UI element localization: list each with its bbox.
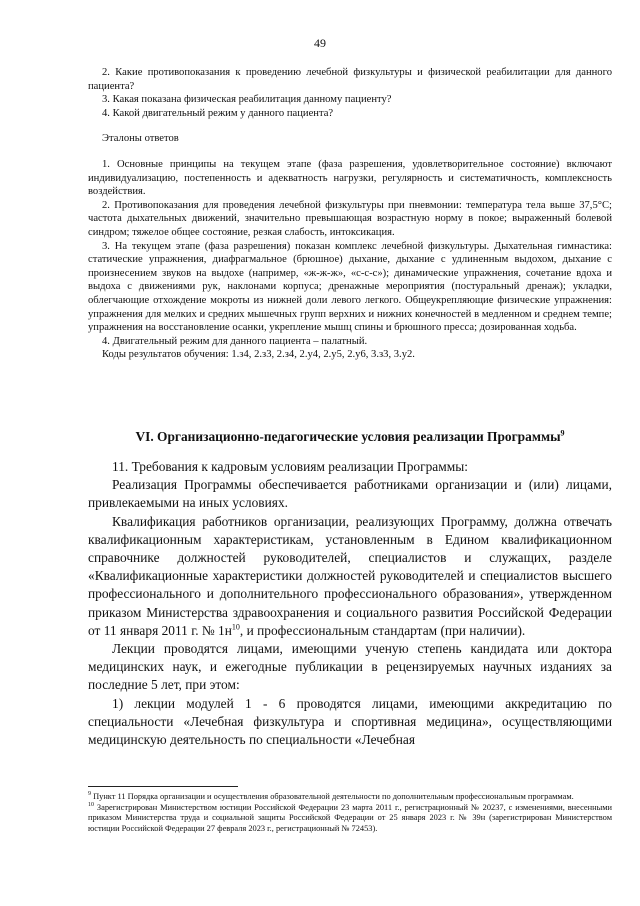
qualification-text-end: , и профессиональным стандартам (при наличии). bbox=[239, 622, 526, 638]
staff-requirements: 11. Требования к кадровым условиям реализации Программы: bbox=[112, 459, 468, 474]
footnote-9-text: Пункт 11 Порядка организации и осуществления образовательной деятельности по дополнительным профессиональным программам. bbox=[93, 792, 574, 801]
answer-4: 4. Двигательный режим для данного пациента – палатный. bbox=[102, 335, 368, 347]
answers-heading: Эталоны ответов bbox=[102, 133, 179, 145]
section-body bbox=[88, 458, 612, 749]
section-title bbox=[88, 428, 612, 445]
lectures-item-1: 1) лекции модулей 1 - 6 проводятся лицами, имеющими аккредитацию по специальности «Лечебная физкультура и спортивная медицина», осуществляющими медицинскую деятельность по специальности «Лечебная bbox=[88, 695, 612, 748]
result-codes: Коды результатов обучения: 1.з4, 2.з3, 2.з4, 2.у4, 2.у5, 2.у6, 3.з3, 3.у2. bbox=[102, 349, 415, 361]
question-2: 2. Какие противопоказания к проведению лечебной физкультуры и физической реабилитации для данного пациента? bbox=[88, 67, 612, 92]
footnote-divider bbox=[88, 786, 238, 787]
lectures-paragraph: Лекции проводятся лицами, имеющими ученую степень кандидата или доктора медицинских наук, и ежегодные публикации в рецензируемых научных изданиях за последние 5 лет, при этом: bbox=[88, 641, 612, 693]
staff-paragraph: Реализация Программы обеспечивается работниками организации и (или) лицами, привлекаемыми на иных условиях. bbox=[88, 477, 612, 511]
footnote-10-mark: 10 bbox=[88, 801, 94, 808]
footnotes bbox=[88, 792, 612, 834]
section-title-text: VI. Организационно-педагогические условия реализации Программы bbox=[135, 429, 561, 444]
footnote-10 bbox=[88, 803, 612, 835]
answer-1: 1. Основные принципы на текущем этапе (фаза разрешения, удовлетворительное состояние) включают индивидуализацию, постепенность и адекватность нагрузки, регулярность и систематичность, комплексность воздействия. bbox=[88, 158, 612, 198]
footnote-9 bbox=[88, 792, 612, 803]
page-number: 49 bbox=[314, 36, 326, 50]
footnote-9-mark: 9 bbox=[88, 791, 91, 798]
qualification-paragraph bbox=[88, 513, 612, 640]
question-4: 4. Какой двигательный режим у данного пациента? bbox=[102, 107, 334, 119]
qualification-text: Квалификация работников организации, реализующих Программу, должна отвечать квалификационным характеристикам, установленным в Едином квалификационном справочнике должностей руководителей, специалистов и служащих, разделе «Квалификационные характеристики должностей руководителей и специалистов высшего профессионального и дополнительного профессионального образования», утвержденном приказом Министерства здравоохранения и социального развития Российской Федерации от 11 января 2011 г. № 1н bbox=[88, 513, 612, 638]
footnote-10-text: Зарегистрирован Министерством юстиции Российской Федерации 23 марта 2011 г., регистрационный № 20237, с изменениями, внесенными приказом Министерства труда и социальной защиты Российской Федерации от 25 января 2023 г. № 39н (зарегистрирован Министерством юстиции Российской Федерации 27 февраля 2023 г., регистрационный № 72453). bbox=[88, 802, 613, 833]
question-3: 3. Какая показана физическая реабилитация данному пациенту? bbox=[102, 94, 392, 106]
footnote-ref-9[interactable]: 9 bbox=[560, 428, 565, 438]
answer-2: 2. Противопоказания для проведения лечебной физкультуры при пневмонии: температура тела выше 37,5°С; частота дыхательных движений, значительно превышающая возрастную норму в покое; выраженный болевой синдром; тяжелое общее состояние, резкая слабость, интоксикация. bbox=[88, 199, 612, 238]
case-task-block bbox=[88, 66, 612, 362]
answer-3: 3. На текущем этапе (фаза разрешения) показан комплекс лечебной физкультуры. Дыхательная гимнастика: статические упражнения, диафрагмальное (брюшное) дыхание, дыхание с удлиненным выдохом, дыхание с произнесением звуков на выдохе (например, «ж-ж-ж», «с-с-с»); динамические упражнения, сочетание вдоха и выдоха с движениями рук, наклонами корпуса; дренажные мероприятия (постуральный дренаж); укладки, облегчающие отхождение мокроты из нижней доли левого легкого. Общеукрепляющие физические упражнения: упражнения для мелких и средних мышечных групп верхних и нижних конечностей в медленном и среднем темпе; упражнения на восстановление осанки, укрепление мышц спины и брюшного пресса; дозированная ходьба. bbox=[88, 240, 612, 334]
footnote-ref-10[interactable]: 10 bbox=[231, 622, 240, 632]
